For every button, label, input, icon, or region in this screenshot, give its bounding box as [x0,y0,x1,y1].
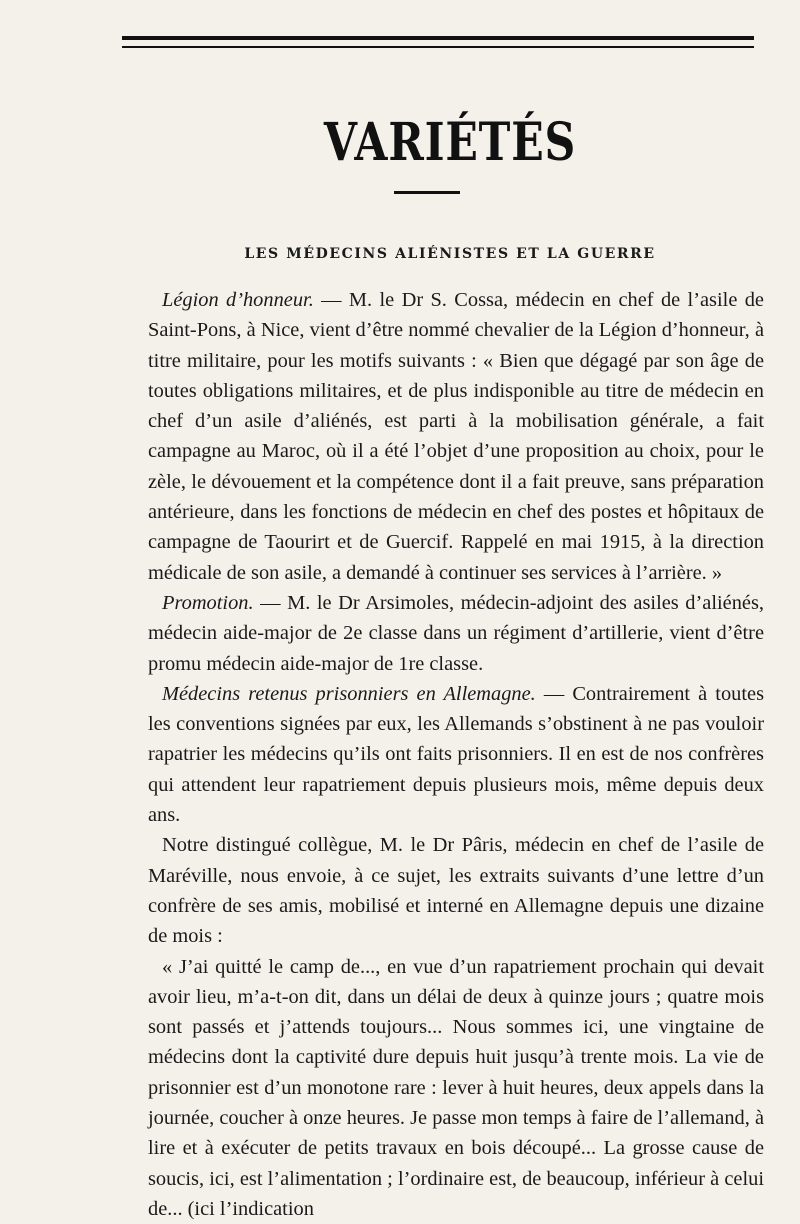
paragraph-text: « J’ai quitté le camp de..., en vue d’un rapatriement prochain qui devait avoir lieu, m’a-t-on dit, dans un délai de deux à quinze jours ; quatre mois sont passés et j’attends toujours... Nous sommes ici, une vingtaine de médecins dont la captivité dure depuis huit jusqu’à trente mois. La vie de prisonnier est d’un monotone rare : lever à huit heures, deux appels dans la journée, coucher à onze heures. Je passe mon temps à faire de l’allemand, à lire et à exécuter de petits travaux en bois découpé... La grosse cause de soucis, ici, est l’alimentation ; l’ordinaire est, de beaucoup, inférieur à celui de... (ici l’indication [148,955,764,1220]
paragraph [148,588,764,679]
paragraph [148,952,764,1224]
section-title: VARIÉTÉS [323,112,577,173]
header-rule-thin [122,46,754,48]
paragraph [148,830,764,951]
paragraph-lead: Promotion. [162,591,254,614]
paragraph-text: — Contrairement à toutes les conventions signées par eux, les Allemands s’obstinent à ne pas vouloir rapatrier les médecins qu’ils ont faits prisonniers. Il en est de nos confrères qui attendent leur rapatriement depuis plusieurs mois, même depuis deux ans. [148,682,764,827]
paragraph-text: — M. le Dr S. Cossa, médecin en chef de l’asile de Saint-Pons, à Nice, vient d’être nommé chevalier de la Légion d’honneur, à titre militaire, pour les motifs suivants : « Bien que dégagé par son âge de toutes obligations militaires, et de plus indisponible au titre de médecin en chef d’un asile d’aliénés, est parti à la mobilisation générale, a fait campagne au Maroc, où il a été l’objet d’une proposition au choix, pour le zèle, le dévouement et la compétence dont il a fait preuve, sans préparation antérieure, dans les fonctions de médecin en chef des postes et hôpitaux de campagne de Taourirt et de Guercif. Rappelé en mai 1915, à la direction médicale de son asile, a demandé à continuer ses services à l’arrière. » [148,289,764,584]
paragraph-text: Notre distingué collègue, M. le Dr Pâris, médecin en chef de l’asile de Maréville, nous envoie, à ce sujet, les extraits suivants d’une lettre d’un confrère de ses amis, mobilisé et interné en Allemagne depuis une dizaine de mois : [148,834,764,948]
paragraph-lead: Médecins retenus prisonniers en Allemagne. [162,682,536,705]
paragraph-text: — M. le Dr Arsimoles, médecin-adjoint des asiles d’aliénés, médecin aide-major de 2e classe dans un régiment d’artillerie, vient d’être promu médecin aide-major de 1re classe. [148,591,764,675]
header-rule-thick [122,36,754,40]
paragraph-lead: Légion d’honneur. [162,289,314,311]
paragraph [148,285,764,588]
article-heading: LES MÉDECINS ALIÉNISTES ET LA GUERRE [244,246,656,262]
title-underline [394,191,460,194]
article-body [148,285,764,1224]
paragraph [148,679,764,830]
